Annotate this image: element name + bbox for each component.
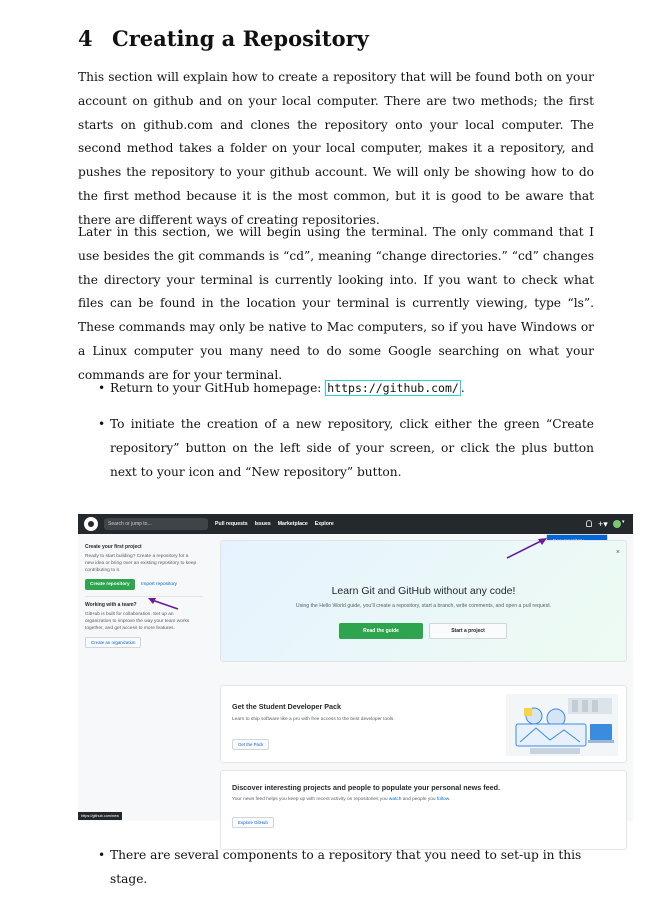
team-text: GitHub is built for collaboration. Set up an organization to improve the way your team works together, and get access to more features. [85,612,190,631]
nav-pull-requests[interactable]: Pull requests [215,521,248,527]
github-header [78,514,633,534]
bullet-dot: • [98,848,106,862]
section-title: Creating a Repository [112,26,369,51]
explore-github-button[interactable]: Explore GitHub [232,817,274,828]
banner-subtitle: Using the Hello World guide, you’ll create a repository, start a branch, write comments, and open a pull request. [295,603,552,609]
watch-link[interactable]: watch [388,797,402,802]
banner-title: Learn Git and GitHub without any code! [331,585,516,597]
discover-text [232,797,450,802]
create-organization-button[interactable]: Create an organization [85,637,141,648]
bullet-text [110,377,594,401]
bullet-text-suffix: . [460,381,465,395]
status-url: https://github.com/new [78,812,122,820]
discover-title: Discover interesting projects and people to populate your personal news feed. [232,783,500,792]
first-project-text: Ready to start building? Create a repository for a new idea or bring over an existing repository to keep contributing to it. [85,554,197,573]
student-pack-title: Get the Student Developer Pack [232,702,342,711]
bell-icon[interactable] [586,520,592,527]
bullet-text: There are several components to a repository that you need to set-up in this stage. [110,848,582,886]
arrow-to-create-repository-icon [146,596,182,612]
discover-text-prefix: Your news feed helps you keep up with recent activity on repositories you [232,797,389,802]
github-logo-icon[interactable] [84,517,98,531]
arrow-to-new-repository-icon [503,536,551,562]
first-project-title: Create your first project [85,544,142,550]
plus-icon[interactable]: +▾ [598,519,608,529]
student-pack-text: Learn to ship software like a pro with free access to the best developer tools. [232,717,395,722]
bullet-item [98,377,594,401]
import-repository-link[interactable]: Import repository [141,582,178,587]
read-guide-button[interactable]: Read the guide [339,623,423,639]
close-icon[interactable]: × [615,549,620,556]
bullet-dot: • [98,381,106,395]
nav-explore[interactable]: Explore [314,521,334,527]
student-pack-illustration [506,694,618,756]
avatar[interactable] [613,520,621,528]
create-repository-button[interactable]: Create repository [85,579,135,590]
discover-text-suffix: . [448,797,451,802]
github-url-link[interactable]: https://github.com/ [327,381,459,395]
section-heading [78,26,369,51]
github-screenshot [78,514,633,825]
divider [85,596,203,597]
header-nav [215,514,334,534]
paragraph-intro: This section will explain how to create a repository that will be found both on your account on github and on your local computer. There are two methods; the first starts on github.com and clones the repository onto your local computer. The second method takes a folder on your local computer, makes it a repository, and pushes the repository to your github account. We will only be showing how to do the first method because it is the most common, but it is good to be aware that there are different ways of creating repositories. [78,70,594,227]
bullet-text-prefix: Return to your GitHub homepage: [110,381,326,395]
search-input[interactable]: Search or jump to... [104,518,208,530]
section-number: 4 [78,26,93,51]
nav-issues[interactable]: Issues [254,521,271,527]
nav-marketplace[interactable]: Marketplace [277,521,308,527]
follow-link[interactable]: follow [436,797,449,802]
start-project-button[interactable]: Start a project [429,623,507,639]
discover-text-mid: and people you [401,797,437,802]
bullet-item [98,413,594,484]
student-pack-card [220,685,627,763]
bullet-item [98,844,594,892]
bullet-text: To initiate the creation of a new repository, click either the green “Create repository” button on the left side of your screen, or click the plus button next to your icon and “New repository” button. [110,417,594,479]
get-pack-button[interactable]: Get the Pack [232,739,269,750]
bullet-dot: • [98,417,106,431]
learn-git-banner [220,540,627,662]
paragraph-terminal: Later in this section, we will begin using the terminal. The only command that I use besides the git commands is “cd”, meaning “change directories.” “cd” changes the directory your terminal is currently looking into. If you want to check what files can be found in the location your terminal is currently viewing, type “ls”. These commands may only be native to Mac computers, so if you have Windows or a Linux computer you many need to do some Google searching on what your commands are for your terminal. [78,225,594,382]
discover-card [220,770,627,850]
team-title: Working with a team? [85,602,137,608]
chevron-down-icon[interactable]: ▾ [622,519,625,525]
